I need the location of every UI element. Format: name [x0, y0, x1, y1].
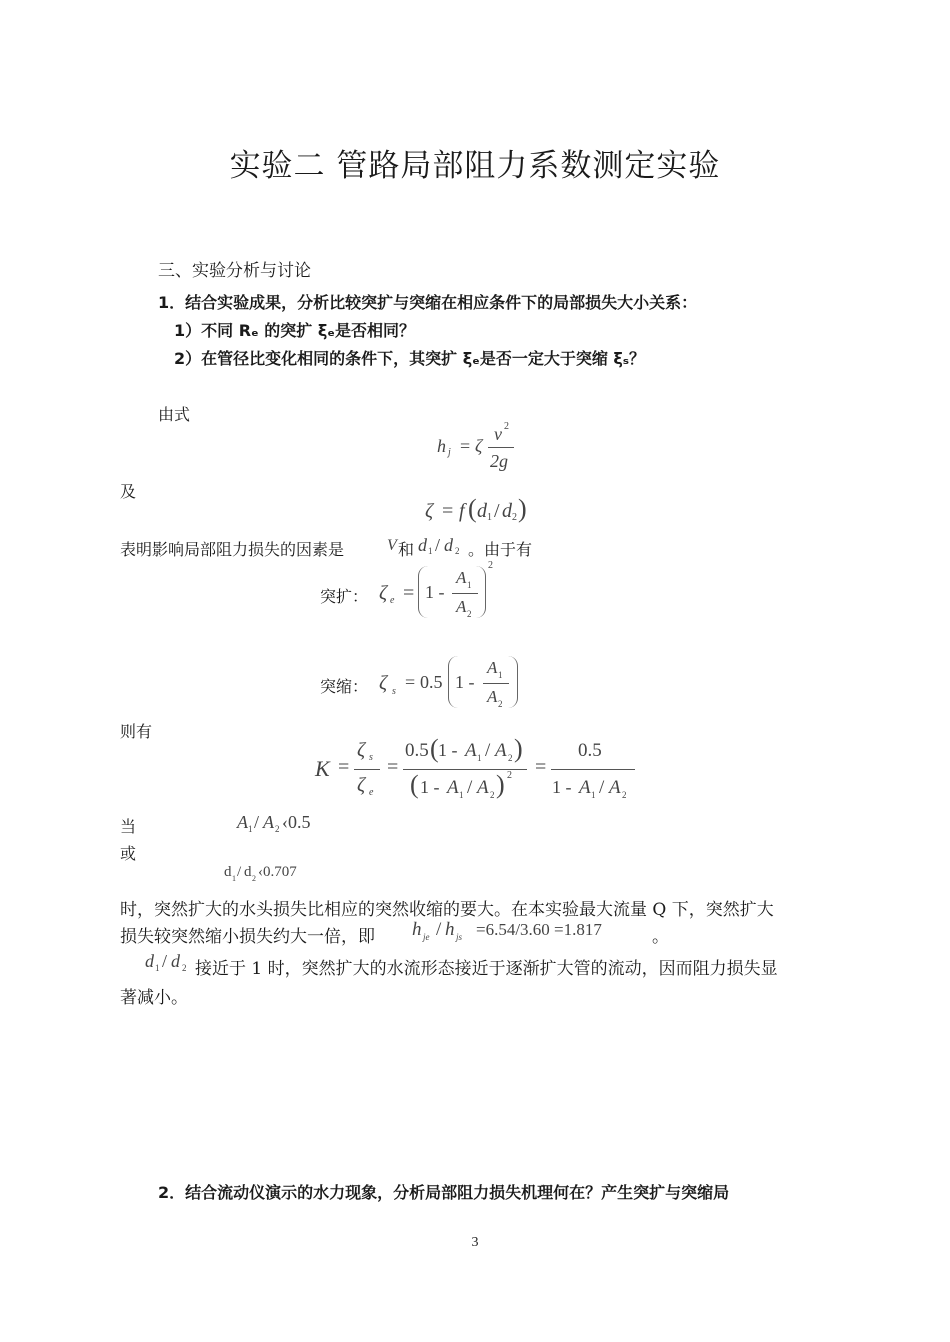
- paragraph-line-2b: 。: [652, 927, 669, 947]
- d2-cond-sub: 2: [252, 874, 256, 883]
- d2-subscript: 2: [512, 512, 517, 523]
- A2-den-sub: 2: [490, 790, 495, 800]
- zeta-s-symbol: ζ: [379, 672, 388, 694]
- h-je-sub: je: [423, 932, 430, 942]
- one-minus-den-2: 1 -: [552, 777, 572, 797]
- A2-subscript: 2: [467, 609, 472, 619]
- denominator-2g: 2g: [490, 451, 508, 471]
- d1-inline-2: d: [145, 951, 154, 971]
- text-youshi: 由式: [158, 405, 191, 424]
- one-minus-den: 1 -: [420, 777, 440, 797]
- equals-sign-3: =: [535, 756, 547, 778]
- slash-num: /: [485, 740, 491, 761]
- slash-den: /: [467, 777, 473, 798]
- A2-num: A: [495, 740, 507, 761]
- A1-symbol: A: [487, 658, 498, 677]
- slash-inline: /: [435, 535, 441, 555]
- A1-den: A: [447, 777, 459, 798]
- A2-cond-sub: 2: [275, 824, 280, 834]
- d1-subscript-inline: 1: [428, 546, 433, 556]
- d2-cond: d: [244, 864, 252, 880]
- page-title: 实验二 管路局部阻力系数测定实验: [229, 148, 721, 184]
- equals-sign: =: [405, 672, 416, 692]
- cond1-rhs: ‹0.5: [282, 812, 311, 832]
- A1-symbol: A: [456, 568, 467, 587]
- question-2-heading: 2．结合流动仪演示的水力现象，分析局部阻力损失机理何在？产生突扩与突缩局: [158, 1183, 730, 1202]
- d2-subscript-inline: 2: [455, 546, 460, 556]
- paragraph-line-2a: 损失较突然缩小损失约大一倍，即: [120, 927, 375, 947]
- zeta-s-num: ζ: [357, 739, 366, 761]
- zeta-s-num-sub: s: [369, 752, 373, 763]
- fraction-bar-3: [551, 769, 635, 770]
- K-symbol: K: [315, 756, 330, 781]
- velocity-symbol: v: [494, 424, 502, 444]
- text-biaoming: 表明影响局部阻力损失的因素是: [120, 540, 345, 559]
- square-exponent: 2: [488, 560, 493, 571]
- paragraph-line-1: 时，突然扩大的水头损失比相应的突然收缩的要大。在本实验最大流量 Q 下，突然扩大: [120, 900, 774, 920]
- A1-den-2-sub: 1: [591, 790, 596, 800]
- d2-inline-2: d: [171, 951, 180, 971]
- label-tusuo: 突缩：: [320, 677, 369, 696]
- A2-den-2: A: [609, 777, 621, 798]
- A1-den-2: A: [579, 777, 591, 798]
- one-minus-num: 1 -: [438, 740, 458, 760]
- fraction-bar: [488, 447, 514, 448]
- zeta-s-subscript: s: [392, 686, 396, 697]
- A2-num-sub: 2: [508, 753, 513, 763]
- paragraph-line-4: 著减小。: [120, 988, 188, 1008]
- text-youyu: 。由于有: [468, 540, 533, 559]
- h-je: h: [412, 919, 422, 940]
- equals-sign-1: =: [338, 756, 350, 778]
- text-zeyou: 则有: [120, 722, 153, 741]
- zeta-e-den: ζ: [357, 774, 366, 796]
- slash-cond: /: [254, 812, 260, 832]
- A1-num-sub: 1: [477, 753, 482, 763]
- hj-symbol: h: [437, 436, 446, 456]
- equals-sign: =: [442, 500, 454, 522]
- fraction-bar: [452, 593, 478, 594]
- coefficient-half: 0.5: [405, 740, 429, 761]
- h-js-sub: js: [456, 932, 463, 942]
- A2-symbol: A: [456, 597, 467, 616]
- zeta-e-den-sub: e: [369, 787, 374, 798]
- one-minus: 1 -: [425, 582, 445, 602]
- d1-cond: d: [224, 864, 232, 880]
- zeta-e-subscript: e: [390, 595, 395, 606]
- square-exponent: 2: [504, 421, 509, 432]
- one-minus: 1 -: [455, 672, 475, 692]
- A2-den: A: [477, 777, 489, 798]
- equals-sign-2: =: [387, 756, 399, 778]
- zeta-symbol: ζ: [475, 436, 483, 456]
- A1-subscript: 1: [498, 670, 503, 680]
- slash-ratio: /: [436, 919, 442, 940]
- A1-den-sub: 1: [459, 790, 464, 800]
- equals-sign: =: [460, 436, 471, 456]
- A1-num: A: [465, 740, 477, 761]
- d1-symbol-inline: d: [418, 535, 427, 555]
- text-he: 和: [398, 540, 415, 559]
- section-heading: 三、实验分析与讨论: [158, 261, 311, 281]
- slash-inline-2: /: [162, 951, 168, 971]
- fraction-bar: [483, 683, 509, 684]
- h-js: h: [445, 919, 455, 940]
- ratio-values: =6.54/3.60 =1.817: [476, 920, 602, 939]
- d1-symbol: d: [477, 500, 487, 522]
- slash-den-2: /: [599, 777, 605, 798]
- A1-cond: A: [237, 812, 248, 832]
- text-ji: 及: [120, 482, 137, 501]
- slash: /: [494, 500, 500, 522]
- A2-den-2-sub: 2: [622, 790, 627, 800]
- hj-subscript: j: [448, 447, 451, 458]
- paragraph-line-3: 接近于 1 时，突然扩大的水流形态接近于逐渐扩大管的流动，因而阻力损失显: [195, 959, 778, 979]
- fraction-bar-1: [354, 769, 380, 770]
- slash-cond-2: /: [237, 864, 242, 880]
- page-number: 3: [471, 1235, 479, 1250]
- A1-subscript: 1: [467, 580, 472, 590]
- question-1-sub-2: 2）在管径比变化相同的条件下，其突扩 ξₑ是否一定大于突缩 ξₛ？: [174, 349, 645, 368]
- text-dang: 当: [120, 817, 137, 836]
- d1-subscript: 1: [487, 512, 492, 523]
- d1-cond-sub: 1: [232, 874, 236, 883]
- function-f: f: [459, 500, 465, 522]
- zeta-symbol: ζ: [425, 500, 434, 522]
- equals-sign: =: [403, 582, 415, 604]
- square-exponent: 2: [507, 770, 512, 781]
- question-1-heading: 1．结合实验成果，分析比较突扩与突缩在相应条件下的局部损失大小关系：: [158, 293, 698, 312]
- A2-cond: A: [263, 812, 274, 832]
- d2-inline-2-sub: 2: [182, 963, 187, 973]
- coefficient-half: 0.5: [420, 672, 443, 692]
- A2-subscript: 2: [498, 699, 503, 709]
- d2-symbol: d: [502, 500, 512, 522]
- question-1-sub-1: 1）不同 Rₑ 的突扩 ξₑ是否相同？: [174, 321, 415, 340]
- cond2-rhs: ‹0.707: [258, 864, 297, 880]
- d2-symbol-inline: d: [444, 535, 453, 555]
- text-huo: 或: [120, 844, 137, 863]
- V-symbol: V: [387, 537, 397, 554]
- zeta-e-symbol: ζ: [379, 582, 388, 604]
- label-tukuo: 突扩：: [320, 587, 369, 606]
- d1-inline-2-sub: 1: [155, 963, 160, 973]
- coefficient-half-2: 0.5: [578, 740, 602, 761]
- A1-cond-sub: 1: [248, 824, 253, 834]
- A2-symbol: A: [487, 687, 498, 706]
